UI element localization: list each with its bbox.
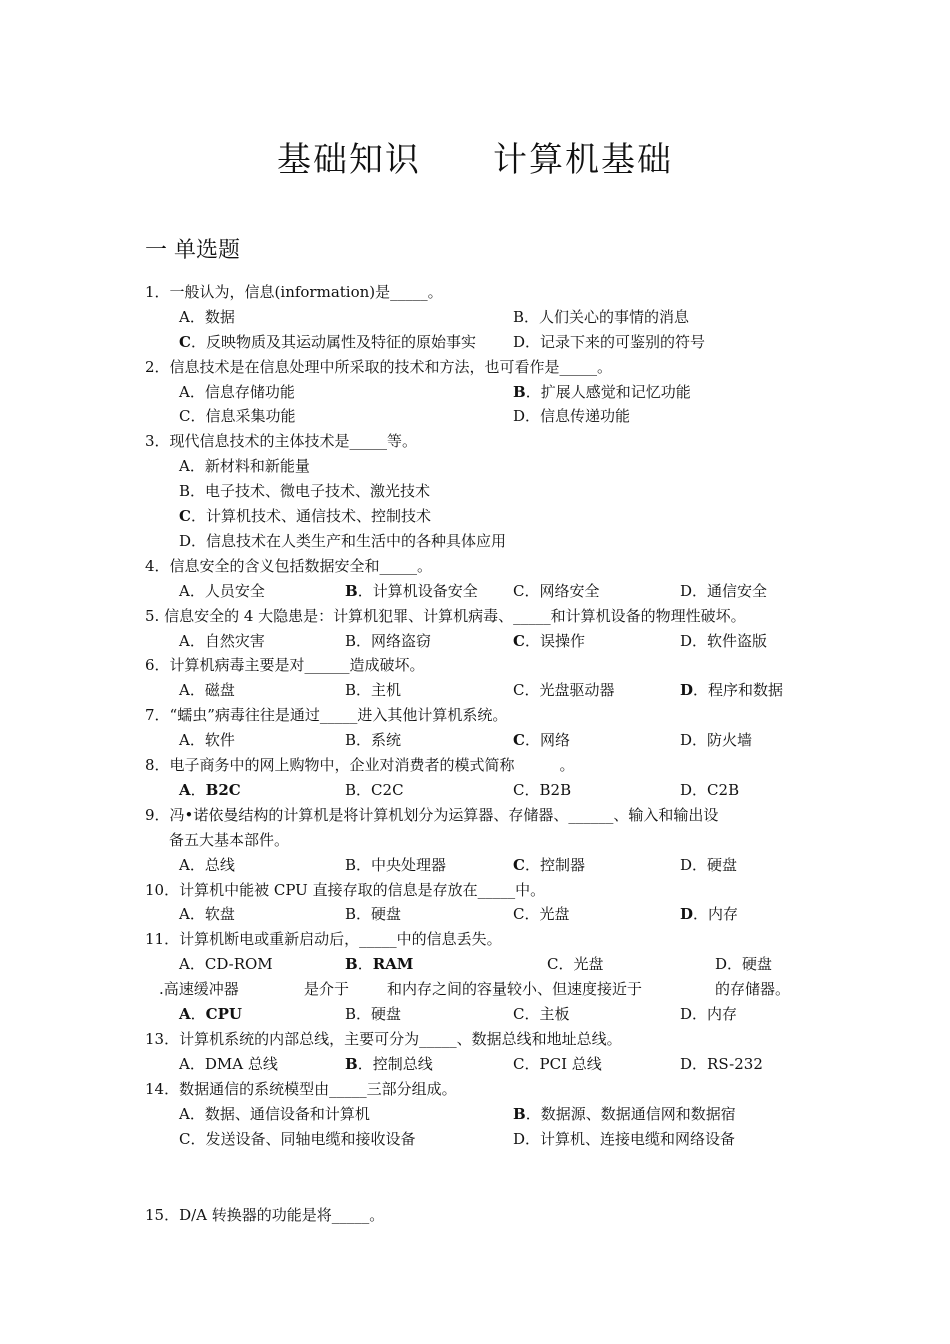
- option-text: 新材料和新能量: [204, 457, 310, 476]
- option-letter: A: [179, 681, 190, 700]
- option-text: CPU: [205, 1005, 242, 1024]
- option-separator: ．: [189, 382, 205, 401]
- option-separator: ．: [693, 681, 709, 700]
- option-item[interactable]: [179, 778, 241, 803]
- option-letter: C: [179, 407, 191, 426]
- option-separator: ．: [189, 631, 205, 650]
- question-stem: 14．数据通信的系统模型由_____三部分组成。: [145, 1079, 457, 1098]
- option-separator: ．: [190, 482, 206, 501]
- option-text: 防火墙: [707, 731, 753, 750]
- option-letter: A: [179, 307, 190, 326]
- option-separator: ．: [524, 731, 540, 750]
- question-list: [145, 280, 825, 1228]
- options-row: [145, 952, 825, 977]
- option-separator: ．: [524, 855, 540, 874]
- option-text: 软件: [204, 731, 235, 750]
- option-item[interactable]: [179, 728, 235, 753]
- option-text: 硬盘: [371, 1005, 402, 1024]
- option-text: 网络安全: [539, 581, 600, 600]
- options-row: [145, 305, 825, 330]
- option-separator: ．: [692, 1005, 708, 1024]
- option-text: 控制总线: [372, 1054, 433, 1073]
- question-stem: 7．“蠕虫”病毒往往是通过_____进入其他计算机系统。: [145, 706, 508, 725]
- option-separator: ．: [191, 531, 207, 550]
- option-text: 网络: [539, 731, 570, 750]
- options-row: [145, 1002, 825, 1027]
- option-separator: ．: [356, 631, 372, 650]
- option-item[interactable]: [680, 579, 767, 604]
- option-text: 反映物质及其运动属性及特征的原始事实: [205, 332, 476, 351]
- option-letter: D: [680, 731, 693, 750]
- option-item[interactable]: [179, 504, 431, 529]
- option-letter: D: [680, 581, 693, 600]
- option-separator: ．: [356, 731, 372, 750]
- option-separator: ．: [525, 1104, 541, 1123]
- question-item: [145, 604, 825, 654]
- option-text: 记录下来的可鉴别的符号: [540, 332, 706, 351]
- option-separator: ．: [189, 905, 205, 924]
- question-stem: 3．现代信息技术的主体技术是_____等。: [145, 432, 418, 451]
- option-letter: A: [179, 955, 190, 974]
- option-separator: ．: [525, 407, 541, 426]
- option-separator: ．: [525, 1129, 541, 1148]
- section-heading: 一 单选题: [145, 238, 240, 263]
- option-item[interactable]: [513, 1002, 570, 1027]
- option-letter: B: [345, 855, 357, 874]
- question-item: [145, 803, 825, 878]
- option-text: 误操作: [539, 631, 585, 650]
- option-text: C2C: [371, 780, 404, 799]
- stem-fragment: 是介于: [304, 980, 350, 999]
- option-separator: ．: [692, 1054, 708, 1073]
- option-text: 数据: [204, 307, 235, 326]
- option-separator: ．: [524, 631, 540, 650]
- option-text: 控制器: [539, 855, 585, 874]
- options-row: [145, 579, 825, 604]
- option-letter: B: [345, 1005, 357, 1024]
- option-item[interactable]: [179, 380, 295, 405]
- question-item: [145, 355, 825, 430]
- option-letter: C: [513, 631, 525, 650]
- question-stem: [159, 977, 825, 1002]
- option-separator: ．: [558, 955, 574, 974]
- option-item[interactable]: [345, 579, 478, 604]
- option-separator: ．: [190, 1005, 206, 1024]
- option-text: 软件盗版: [707, 631, 768, 650]
- option-separator: ．: [524, 681, 540, 700]
- option-item[interactable]: [179, 678, 235, 703]
- option-text: 主机: [371, 681, 402, 700]
- option-separator: ．: [524, 905, 540, 924]
- option-item[interactable]: [680, 902, 738, 927]
- option-item[interactable]: [680, 1002, 737, 1027]
- option-letter: B: [345, 681, 357, 700]
- option-letter: B: [345, 581, 358, 600]
- option-item[interactable]: [179, 305, 235, 330]
- option-letter: D: [513, 407, 526, 426]
- option-text: 硬盘: [742, 955, 773, 974]
- question-stem: 11．计算机断电或重新启动后，_____中的信息丢失。: [145, 930, 502, 949]
- option-separator: ．: [524, 581, 540, 600]
- option-separator: ．: [189, 855, 205, 874]
- option-text: 网络盗窃: [371, 631, 432, 650]
- option-item[interactable]: [345, 778, 404, 803]
- option-letter: C: [179, 1129, 191, 1148]
- option-separator: ．: [189, 955, 205, 974]
- option-letter: B: [345, 780, 357, 799]
- stem-fragment: 的存储器。: [715, 980, 791, 999]
- option-item[interactable]: [179, 952, 273, 977]
- option-letter: D: [715, 955, 728, 974]
- option-item[interactable]: [179, 1002, 242, 1027]
- spacer: [145, 1151, 825, 1203]
- option-separator: ．: [693, 905, 709, 924]
- option-text: 信息采集功能: [205, 407, 296, 426]
- options-row: [145, 479, 825, 504]
- option-item[interactable]: [513, 778, 571, 803]
- option-item[interactable]: [513, 1102, 736, 1127]
- option-letter: D: [513, 1129, 526, 1148]
- option-letter: C: [513, 1054, 525, 1073]
- question-item: [145, 753, 825, 803]
- option-separator: ．: [189, 731, 205, 750]
- option-item[interactable]: [345, 952, 413, 977]
- option-text: 程序和数据: [708, 681, 784, 700]
- option-text: 内存: [708, 905, 739, 924]
- option-text: 计算机设备安全: [372, 581, 478, 600]
- option-letter: A: [179, 457, 190, 476]
- question-item: [145, 927, 825, 977]
- option-separator: ．: [524, 1054, 540, 1073]
- option-letter: A: [179, 631, 190, 650]
- question-stem: 5. 信息安全的 4 大隐患是：计算机犯罪、计算机病毒、_____和计算机设备的物理性破坏。: [145, 606, 746, 625]
- option-item[interactable]: [345, 902, 401, 927]
- option-text: 光盘: [539, 905, 570, 924]
- options-row: [145, 330, 825, 355]
- option-item[interactable]: [345, 853, 446, 878]
- option-text: 通信安全: [707, 581, 768, 600]
- option-letter: C: [513, 681, 525, 700]
- option-separator: ．: [189, 681, 205, 700]
- question-item: [145, 653, 825, 703]
- option-letter: C: [513, 780, 525, 799]
- stem-fragment: .高速缓冲器: [159, 980, 239, 999]
- option-letter: B: [345, 905, 357, 924]
- stem-fragment: 和内存之间的容量较小、但速度接近于: [387, 980, 643, 999]
- option-letter: B: [345, 1054, 358, 1073]
- option-item[interactable]: [179, 454, 310, 479]
- options-row: [145, 504, 825, 529]
- option-separator: ．: [357, 1054, 373, 1073]
- option-separator: ．: [357, 581, 373, 600]
- option-item[interactable]: [179, 853, 235, 878]
- option-letter: A: [179, 581, 190, 600]
- option-letter: B: [345, 631, 357, 650]
- option-letter: A: [179, 1104, 190, 1123]
- option-text: 硬盘: [707, 855, 738, 874]
- option-item[interactable]: [547, 952, 604, 977]
- question-stem: 13．计算机系统的内部总线，主要可分为_____、数据总线和地址总线。: [145, 1029, 622, 1048]
- option-item[interactable]: [680, 853, 737, 878]
- option-separator: ．: [692, 631, 708, 650]
- options-row: [145, 529, 825, 554]
- option-item[interactable]: [513, 380, 691, 405]
- option-text: 信息传递功能: [540, 407, 631, 426]
- options-row: [145, 678, 825, 703]
- option-item[interactable]: [179, 529, 506, 554]
- option-item[interactable]: [179, 479, 430, 504]
- option-separator: ．: [525, 332, 541, 351]
- question-item: [145, 1203, 825, 1228]
- page-title: 基础知识 计算机基础: [277, 140, 673, 180]
- option-text: B2C: [205, 780, 241, 799]
- question-item: [145, 1077, 825, 1152]
- options-row: [145, 454, 825, 479]
- option-letter: D: [680, 681, 694, 700]
- options-row: [145, 778, 825, 803]
- option-item[interactable]: [345, 629, 431, 654]
- question-stem: 15．D/A 转换器的功能是将_____。: [145, 1206, 385, 1225]
- option-item[interactable]: [715, 952, 772, 977]
- option-text: 扩展人感觉和记忆功能: [540, 382, 691, 401]
- option-item[interactable]: [513, 902, 570, 927]
- option-item[interactable]: [513, 678, 615, 703]
- option-letter: B: [179, 482, 191, 501]
- question-item: [145, 554, 825, 604]
- option-separator: ．: [189, 307, 205, 326]
- question-stem: 2．信息技术是在信息处理中所采取的技术和方法，也可看作是_____。: [145, 357, 613, 376]
- option-separator: ．: [525, 382, 541, 401]
- option-item[interactable]: [513, 330, 705, 355]
- question-item: [145, 429, 825, 553]
- option-text: 电子技术、微电子技术、激光技术: [205, 482, 431, 501]
- option-separator: ．: [190, 780, 206, 799]
- option-separator: ．: [190, 407, 206, 426]
- option-letter: B: [345, 731, 357, 750]
- option-text: C2B: [707, 780, 740, 799]
- options-row: [145, 728, 825, 753]
- option-item[interactable]: [179, 902, 235, 927]
- option-text: 中央处理器: [371, 855, 447, 874]
- option-item[interactable]: [179, 1102, 370, 1127]
- question-stem: 6．计算机病毒主要是对______造成破坏。: [145, 656, 425, 675]
- option-text: 内存: [707, 1005, 738, 1024]
- option-text: RAM: [372, 955, 414, 974]
- option-item[interactable]: [513, 728, 570, 753]
- question-item: [145, 977, 825, 1027]
- option-item[interactable]: [345, 678, 401, 703]
- option-letter: B: [513, 307, 525, 326]
- option-separator: ．: [524, 1005, 540, 1024]
- option-separator: ．: [727, 955, 743, 974]
- option-separator: ．: [356, 780, 372, 799]
- option-letter: B: [513, 382, 526, 401]
- option-text: 数据源、数据通信网和数据宿: [540, 1104, 736, 1123]
- option-text: 软盘: [204, 905, 235, 924]
- option-text: DMA 总线: [204, 1054, 278, 1073]
- option-separator: ．: [692, 731, 708, 750]
- option-separator: ．: [692, 581, 708, 600]
- option-item[interactable]: [345, 1052, 433, 1077]
- option-item[interactable]: [345, 728, 401, 753]
- option-separator: ．: [190, 332, 206, 351]
- option-text: B2B: [539, 780, 572, 799]
- options-row: [145, 1102, 825, 1127]
- question-stem: 9．冯•诺依曼结构的计算机是将计算机划分为运算器、存储器、______、输入和输出设: [145, 805, 719, 824]
- option-item[interactable]: [179, 330, 476, 355]
- option-separator: ．: [189, 1054, 205, 1073]
- option-separator: ．: [190, 507, 206, 526]
- option-separator: ．: [356, 905, 372, 924]
- question-stem-continued: 备五大基本部件。: [169, 830, 290, 849]
- question-item: [145, 280, 825, 355]
- question-stem: 8．电子商务中的网上购物中，企业对消费者的模式简称 。: [145, 756, 575, 775]
- option-text: 硬盘: [371, 905, 402, 924]
- option-text: 计算机、连接电缆和网络设备: [540, 1129, 736, 1148]
- option-letter: D: [680, 780, 693, 799]
- option-separator: ．: [356, 681, 372, 700]
- option-letter: D: [680, 905, 694, 924]
- option-item[interactable]: [179, 1127, 416, 1152]
- option-letter: D: [680, 1054, 693, 1073]
- option-letter: C: [513, 731, 525, 750]
- option-text: 信息存储功能: [204, 382, 295, 401]
- option-text: 自然灾害: [204, 631, 265, 650]
- option-separator: ．: [692, 855, 708, 874]
- question-stem: 4．信息安全的含义包括数据安全和_____。: [145, 556, 433, 575]
- option-text: 计算机技术、通信技术、控制技术: [205, 507, 431, 526]
- option-text: 发送设备、同轴电缆和接收设备: [205, 1129, 416, 1148]
- option-text: 数据、通信设备和计算机: [204, 1104, 370, 1123]
- option-separator: ．: [189, 457, 205, 476]
- options-row: [145, 404, 825, 429]
- option-letter: D: [179, 531, 192, 550]
- option-item[interactable]: [513, 579, 600, 604]
- option-letter: D: [680, 855, 693, 874]
- option-text: 人们关心的事情的消息: [539, 307, 690, 326]
- option-item[interactable]: [179, 629, 265, 654]
- option-text: 磁盘: [204, 681, 235, 700]
- option-separator: ．: [524, 780, 540, 799]
- option-letter: A: [179, 731, 190, 750]
- option-text: 主板: [539, 1005, 570, 1024]
- option-item[interactable]: [513, 629, 585, 654]
- option-text: 人员安全: [204, 581, 265, 600]
- option-item[interactable]: [680, 728, 752, 753]
- option-item[interactable]: [513, 305, 689, 330]
- option-letter: D: [680, 1005, 693, 1024]
- option-item[interactable]: [680, 678, 783, 703]
- option-letter: C: [179, 507, 191, 526]
- option-item[interactable]: [179, 579, 265, 604]
- option-letter: C: [513, 855, 525, 874]
- question-item: [145, 703, 825, 753]
- option-separator: ．: [190, 1129, 206, 1148]
- option-letter: D: [680, 631, 693, 650]
- option-item[interactable]: [513, 853, 585, 878]
- option-letter: A: [179, 382, 190, 401]
- option-text: 系统: [371, 731, 402, 750]
- option-separator: ．: [189, 1104, 205, 1123]
- options-row: [145, 629, 825, 654]
- option-item[interactable]: [680, 1052, 763, 1077]
- option-letter: A: [179, 1005, 191, 1024]
- options-row: [145, 902, 825, 927]
- option-separator: ．: [524, 307, 540, 326]
- option-text: 光盘驱动器: [539, 681, 615, 700]
- options-row: [145, 1127, 825, 1152]
- option-letter: C: [513, 1005, 525, 1024]
- option-text: CD-ROM: [204, 955, 273, 974]
- question-stem: 10．计算机中能被 CPU 直接存取的信息是存放在_____中。: [145, 880, 546, 899]
- option-letter: C: [179, 332, 191, 351]
- option-letter: A: [179, 780, 191, 799]
- option-letter: B: [513, 1104, 526, 1123]
- option-separator: ．: [189, 581, 205, 600]
- question-stem: 1．一般认为，信息(information)是_____。: [145, 283, 443, 301]
- option-separator: ．: [356, 855, 372, 874]
- option-item[interactable]: [179, 1052, 278, 1077]
- option-letter: A: [179, 1054, 190, 1073]
- question-item: [145, 878, 825, 928]
- option-text: PCI 总线: [539, 1054, 602, 1073]
- option-item[interactable]: [680, 629, 767, 654]
- options-row: [145, 1052, 825, 1077]
- option-separator: ．: [356, 1005, 372, 1024]
- option-text: 光盘: [573, 955, 604, 974]
- option-text: 总线: [204, 855, 235, 874]
- option-letter: D: [513, 332, 526, 351]
- option-item[interactable]: [179, 404, 296, 429]
- option-separator: ．: [357, 955, 373, 974]
- option-text: 信息技术在人类生产和生活中的各种具体应用: [206, 531, 507, 550]
- options-row: [145, 853, 825, 878]
- option-item[interactable]: [513, 1052, 602, 1077]
- options-row: [145, 380, 825, 405]
- option-letter: A: [179, 855, 190, 874]
- option-item[interactable]: [513, 404, 630, 429]
- option-letter: B: [345, 955, 358, 974]
- option-item[interactable]: [680, 778, 739, 803]
- option-separator: ．: [692, 780, 708, 799]
- option-text: RS-232: [707, 1054, 763, 1073]
- option-item[interactable]: [345, 1002, 401, 1027]
- option-letter: A: [179, 905, 190, 924]
- option-letter: C: [547, 955, 559, 974]
- question-item: [145, 1027, 825, 1077]
- option-letter: C: [513, 581, 525, 600]
- option-letter: C: [513, 905, 525, 924]
- option-item[interactable]: [513, 1127, 735, 1152]
